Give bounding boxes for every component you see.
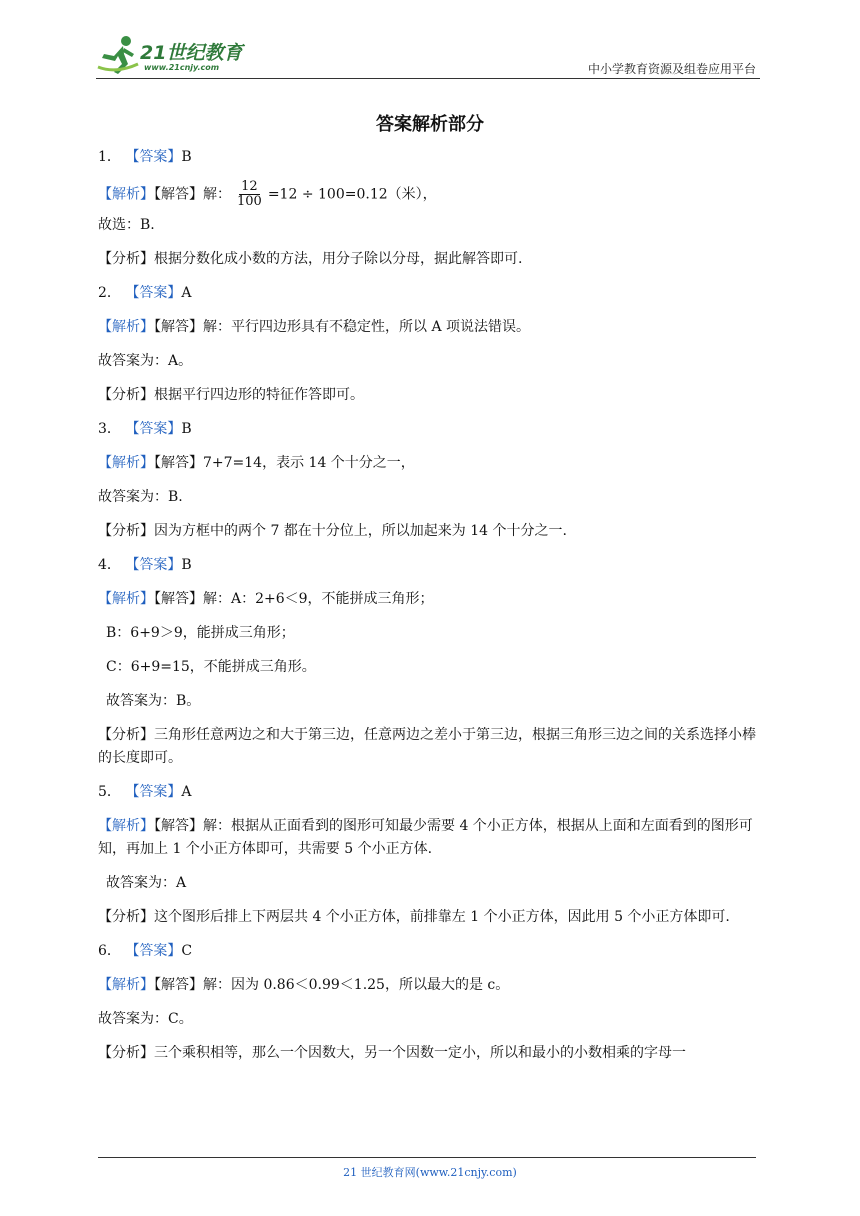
question-number: 4． [98,557,126,573]
answer-content [98,146,764,1076]
content-line [98,146,764,169]
line-text: 故答案为：A。 [98,353,193,369]
section-tag: 【解析】 [98,319,154,335]
content-line [98,350,764,373]
platform-name: 中小学教育资源及组卷应用平台 [587,62,756,76]
question-number: 1． [98,149,126,165]
content-line [98,486,764,509]
footer-divider [98,1157,756,1158]
line-text: =12 ÷ 100=0.12（米）， [267,186,437,203]
section-tag: 【解析】 [98,455,154,471]
question-number: 6． [98,943,126,959]
section-tag: 【答案】 [125,557,182,573]
fraction-numerator: 12 [241,179,258,194]
content-line [98,418,764,441]
line-text: 故答案为：B。 [106,693,201,709]
line-text: 故答案为：C。 [98,1011,193,1027]
content-line [98,452,764,475]
content-line [98,179,764,209]
section-tag: 【解析】 [98,186,154,203]
page-header [96,32,760,79]
line-text: 故答案为：A [106,875,187,891]
content-line [98,554,764,577]
line-text: A [181,285,192,301]
line-text: 【分析】三角形任意两边之和大于第三边，任意两边之差小于第三边，根据三角形三边之间的关系选择小棒的长度即可。 [98,727,756,766]
line-text: 故选：B. [98,217,155,233]
line-text: 【分析】根据平行四边形的特征作答即可。 [98,387,364,403]
line-text: 【解答】解：因为 0.86＜0.99＜1.25，所以最大的是 c。 [154,977,510,993]
section-tag: 【答案】 [125,943,182,959]
section-tag: 【解析】 [98,818,154,834]
content-line [98,214,764,237]
section-tag: 【解析】 [98,591,154,607]
content-line [98,1042,764,1065]
content-line [98,656,764,679]
section-tag: 【答案】 [125,285,182,301]
footer-text: 21 世纪教育网(www.21cnjy.com) [343,1166,517,1179]
content-line [98,906,764,929]
page-title: 答案解析部分 [376,114,484,135]
content-line [98,974,764,997]
section-tag: 【答案】 [125,149,182,165]
question-number: 5． [98,784,126,800]
content-line [98,724,764,770]
content-line [98,872,764,895]
line-text: 【解答】7+7=14，表示 14 个十分之一， [154,455,415,471]
line-text: C：6+9=15，不能拼成三角形。 [106,659,316,675]
line-text: 【分析】三个乘积相等，那么一个因数大，另一个因数一定小，所以和最小的小数相乘的字母一 [98,1045,686,1061]
section-tag: 【解析】 [98,977,154,993]
line-text: B [181,421,192,437]
line-pretext: 【解答】解： [154,186,231,203]
content-line [98,690,764,713]
logo-url: www.21cnjy.com [144,63,220,72]
question-number: 3． [98,421,126,437]
content-line [98,1008,764,1031]
line-text: 【解答】解：根据从正面看到的图形可知最少需要 4 个小正方体，根据从上面和左面看到的图形可知，再加上 1 个小正方体即可，共需要 5 个小正方体. [98,818,753,857]
content-line [98,940,764,963]
fraction [235,180,264,209]
line-text: 【分析】根据分数化成小数的方法，用分子除以分母，据此解答即可. [98,251,523,267]
content-line [98,520,764,543]
content-line [98,282,764,305]
content-line [98,622,764,645]
content-line [98,781,764,804]
logo [96,34,243,76]
logo-text: 21世纪教育 [140,42,243,64]
line-text: B [181,557,192,573]
runner-logo-icon [96,34,140,76]
line-text: C [181,943,193,959]
line-text: 故答案为：B. [98,489,183,505]
line-text: 【分析】这个图形后排上下两层共 4 个小正方体，前排靠左 1 个小正方体，因此用 5 个小正方体即可. [98,909,730,925]
line-text: 【解答】解：A：2+6＜9，不能拼成三角形； [154,591,434,607]
section-tag: 【答案】 [125,784,182,800]
fraction-denominator: 100 [237,194,262,209]
content-line [98,316,764,339]
section-tag: 【答案】 [125,421,182,437]
content-line [98,588,764,611]
line-text: B [181,149,192,165]
content-line [98,815,764,861]
line-text: A [181,784,192,800]
content-line [98,248,764,271]
content-line [98,384,764,407]
line-text: B：6+9＞9，能拼成三角形； [106,625,295,641]
line-text: 【解答】解：平行四边形具有不稳定性，所以 A 项说法错误。 [154,319,531,335]
line-text: 【分析】因为方框中的两个 7 都在十分位上，所以加起来为 14 个十分之一. [98,523,567,539]
question-number: 2． [98,285,126,301]
